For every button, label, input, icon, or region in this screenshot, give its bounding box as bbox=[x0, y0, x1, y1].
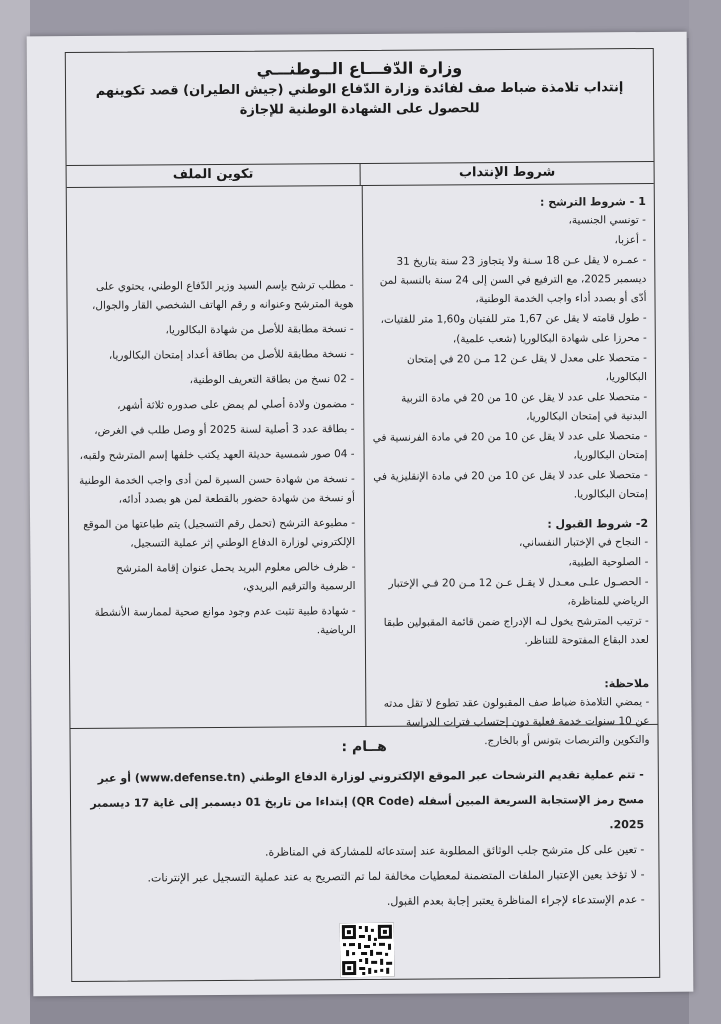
condition-item: - أعزبا، bbox=[614, 233, 647, 247]
condition-item: - متحصلا على عدد لا يقل عن 10 من 20 في مادة الإنقليزية في إمتحان البكالوريا. bbox=[373, 468, 648, 501]
conditions-column bbox=[362, 184, 658, 748]
file-item: - مطبوعة الترشح (تحمل رقم التسجيل) يتم طباعتها من الموقع الإلكتروني لوزارة الدفاع الوطني إثر عملية التسجيل، bbox=[83, 517, 356, 550]
ministry-name: وزارة الدّفـــاع الــوطنـــي bbox=[256, 58, 463, 79]
file-item: - شهادة طبية تثبت عدم وجود موانع صحية لممارسة الأنشطة الرياضية. bbox=[94, 605, 356, 637]
important-line: - عدم الإستدعاء لإجراء المناظرة يعتبر إجابة بعدم القبول. bbox=[386, 893, 645, 908]
important-title: هــام : bbox=[341, 738, 387, 756]
document-paper bbox=[27, 32, 694, 997]
file-item: - 02 نسخ من بطاقة التعريف الوطنية، bbox=[189, 373, 355, 387]
acceptance-item: - النجاح في الإختبار النفساني، bbox=[518, 535, 649, 549]
condition-item: - طول قامته لا يقل عن 1,67 متر للفتيان و1,60 متر للفتيات، bbox=[380, 311, 647, 326]
important-line: - تتم عملية تقديم الترشحات عبر الموقع الإلكتروني لوزارة الدفاع الوطني (www.defense.tn) أو عبر مسح رمز الإستجابة السريعة المبين أسفله (QR Code) إبتداءا من تاريخ 01 ديسمبر إلى غاية 17 ديسمبر 2025. bbox=[90, 768, 645, 832]
file-item: - 04 صور شمسية حديثة العهد يكتب خلفها إسم المترشح ولقبه، bbox=[79, 448, 355, 462]
note-text: - يمضي التلامذة ضباط صف المقبولون عقد تطوع لا تقل مدته عن 10 سنوات خدمة فعلية دون إحتساب فترات الدراسة والتكوين والتربصات بتونس أو بالخارج. bbox=[383, 695, 650, 748]
section1-title: 1 - شروط الترشح : bbox=[539, 194, 646, 209]
condition-item: - محرزا على شهادة البكالوريا (شعب علمية)، bbox=[452, 331, 647, 346]
acceptance-item: - الحصـول علـى معـدل لا يقـل عـن 12 مـن 20 فـي الإختبار الرياضي للمناظرة، bbox=[388, 575, 649, 608]
conditions-header: شروط الإنتداب bbox=[360, 161, 654, 185]
file-item: - مضمون ولادة أصلي لم يمض على صدوره ثلاثة أشهر، bbox=[117, 398, 355, 412]
file-item: - نسخة من شهادة حسن السيرة لمن أدى واجب الخدمة الوطنية أو نسخة من شهادة حضور بالقطعة لمن هو بصدد أدائه، bbox=[79, 473, 355, 506]
file-column bbox=[67, 186, 365, 728]
file-item: - ظرف خالص معلوم البريد يحمل عنوان إقامة المترشح الرسمية والترقيم البريدي، bbox=[116, 561, 356, 593]
important-line: - لا تؤخذ بعين الإعتبار الملفات المتضمنة لمعطيات مخالفة لما تم التصريح به عند عملية التسجيل عبر الإنترنات. bbox=[147, 868, 645, 885]
file-item: - بطاقة عدد 3 أصلية لسنة 2025 أو وصل طلب في الغرض، bbox=[94, 423, 355, 437]
file-item: - نسخة مطابقة للأصل من شهادة البكالوريا، bbox=[165, 323, 354, 337]
condition-item: - عمـره لا يقل عـن 18 سـنة ولا يتجاوز 23 سنة بتاريخ 31 ديسمبر 2025، مع الترفيع في السن إلى 24 سنة بالنسبة لمن أدّى أو بصدد أداء واجب الخدمة الوطنية، bbox=[379, 253, 647, 306]
important-section bbox=[70, 725, 659, 981]
condition-item: - متحصلا على عدد لا يقل عن 10 من 20 في مادة التربية البدنية في إمتحان البكالوريا، bbox=[401, 390, 648, 423]
document-title: إنتداب تلامذة ضباط صف لفائدة وزارة الدّفاع الوطني (جيش الطيران) قصد تكوينهم للحصول على الشهادة الوطنية للإجازة bbox=[95, 80, 624, 118]
file-item: - مطلب ترشح بإسم السيد وزير الدّفاع الوطني، يحتوي على هوية المترشح وعنوانه و رقم الهاتف الشخصي القار والجوال، bbox=[91, 279, 354, 312]
file-item: - نسخة مطابقة للأصل من بطاقة أعداد إمتحان البكالوريا، bbox=[108, 348, 354, 362]
section2-title: 2- شروط القبول : bbox=[547, 516, 649, 531]
background-left bbox=[0, 0, 30, 1024]
condition-item: - متحصلا على معدل لا يقل عـن 12 مـن 20 في إمتحان البكالوريا، bbox=[406, 351, 648, 384]
file-header: تكوين الملف bbox=[172, 166, 254, 183]
document-frame bbox=[65, 48, 660, 982]
acceptance-item: - الصلوحية الطبية، bbox=[568, 555, 649, 569]
acceptance-item: - ترتيب المترشح يخول لـه الإدراج ضمن قائمة المقبولين طبقا لعدد البقاع المفتوحة للتناظر. bbox=[383, 614, 649, 647]
note-title: ملاحظة: bbox=[604, 676, 650, 691]
qr-code-icon[interactable] bbox=[340, 923, 394, 977]
important-line: - تعين على كل مترشح جلب الوثائق المطلوبة عند إستدعائه للمشاركة في المناظرة. bbox=[264, 843, 645, 859]
condition-item: - تونسي الجنسية، bbox=[568, 213, 646, 227]
condition-item: - متحصلا على عدد لا يقل عن 10 من 20 في مادة الفرنسية في إمتحان البكالوريا، bbox=[372, 429, 648, 462]
document-header bbox=[66, 49, 654, 166]
background-right bbox=[689, 0, 721, 1024]
